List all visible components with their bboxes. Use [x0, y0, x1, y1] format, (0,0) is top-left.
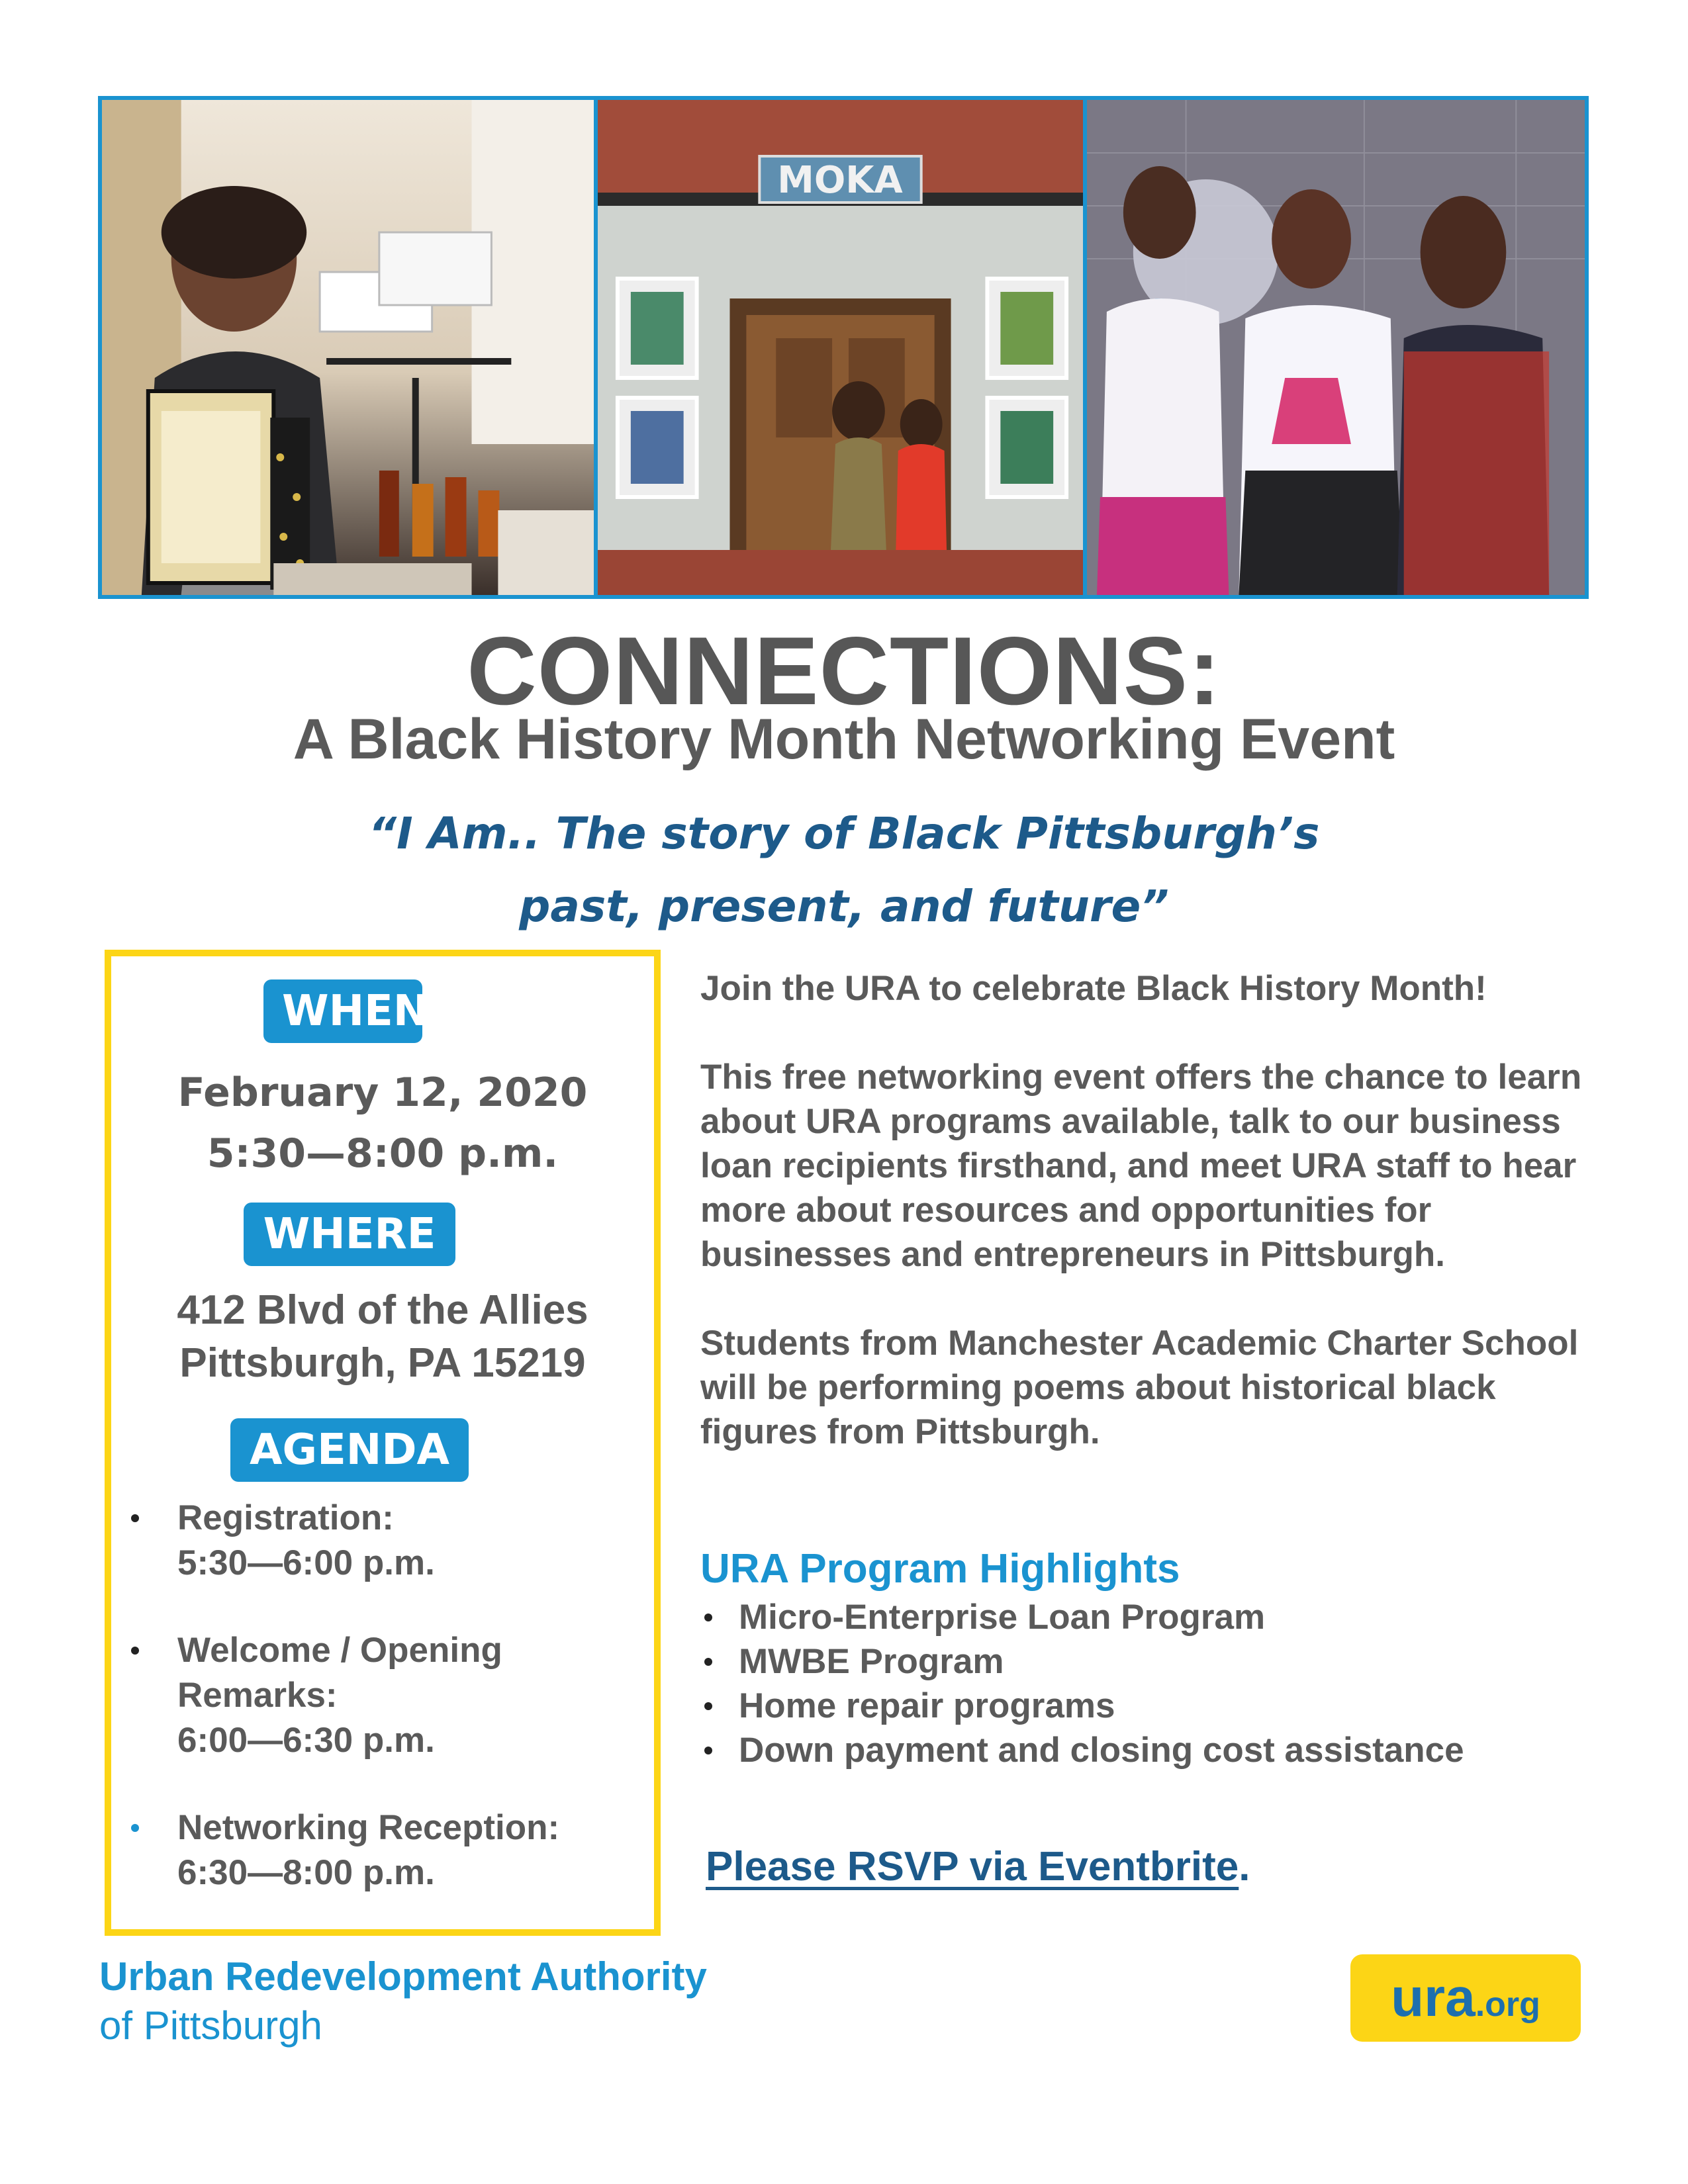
- ura-logo: [1350, 1954, 1581, 2042]
- photo-strip: [98, 96, 1589, 599]
- agenda-item-label-cont: Remarks:: [177, 1676, 338, 1715]
- event-address: [111, 1284, 654, 1390]
- event-quote: [0, 797, 1688, 943]
- highlight-item: Home repair programs: [700, 1684, 1587, 1728]
- address-line-1: 412 Blvd of the Allies: [177, 1287, 588, 1333]
- highlights-list: [700, 1595, 1587, 1772]
- event-date: February 12, 2020: [177, 1069, 588, 1116]
- agenda-item-registration: [124, 1496, 654, 1586]
- agenda-item-label: Welcome / Opening: [177, 1631, 502, 1670]
- students-paragraph: Students from Manchester Academic Charter School will be performing poems about historical black figures from Pittsburgh.: [700, 1324, 1579, 1451]
- quote-line-2: past, present, and future”: [519, 881, 1169, 932]
- photo-three-women: [1087, 100, 1585, 595]
- agenda-item-label: Registration:: [177, 1498, 394, 1537]
- logo-suffix-text: .org: [1475, 1985, 1540, 2024]
- intro-paragraph: Join the URA to celebrate Black History Month!: [700, 969, 1487, 1008]
- org-name-line-1: Urban Redevelopment Authority: [99, 1954, 707, 1999]
- event-time: 5:30—8:00 p.m.: [207, 1130, 559, 1177]
- organization-name: [99, 1952, 707, 2050]
- agenda-item-time: 6:00—6:30 p.m.: [177, 1721, 435, 1760]
- event-description: [700, 966, 1587, 1498]
- quote-line-1: “I Am.. The story of Black Pittsburgh’s: [368, 808, 1320, 859]
- rsvp-line: [706, 1843, 1250, 1890]
- logo-main-text: ura: [1391, 1968, 1476, 2028]
- highlight-item: Micro-Enterprise Loan Program: [700, 1595, 1587, 1639]
- highlights-title: URA Program Highlights: [700, 1546, 1180, 1592]
- where-badge: WHERE: [244, 1203, 455, 1266]
- agenda-item-label: Networking Reception:: [177, 1808, 560, 1847]
- vendor-illustration: [102, 100, 594, 595]
- agenda-item-networking: [124, 1805, 654, 1895]
- highlight-item: MWBE Program: [700, 1639, 1587, 1684]
- rsvp-link[interactable]: Please RSVP via Eventbrite: [706, 1844, 1239, 1889]
- event-details-box: [105, 950, 661, 1936]
- address-line-2: Pittsburgh, PA 15219: [179, 1340, 586, 1386]
- photo-vendor-table: [102, 100, 594, 595]
- details-paragraph: This free networking event offers the chance to learn about URA programs available, talk to our business loan recipients firsthand, and meet URA staff to hear more about resources and opportunities for businesses and entrepreneurs in Pittsburgh.: [700, 1058, 1582, 1274]
- event-subtitle: A Black History Month Networking Event: [293, 707, 1395, 771]
- rsvp-suffix: .: [1239, 1844, 1250, 1889]
- storefront-illustration: [598, 100, 1083, 595]
- agenda-item-time: 6:30—8:00 p.m.: [177, 1853, 435, 1892]
- highlight-item: Down payment and closing cost assistance: [700, 1728, 1587, 1772]
- event-title: CONNECTIONS:: [467, 617, 1221, 725]
- photo-storefront: [598, 100, 1083, 595]
- agenda-badge: AGENDA: [230, 1418, 469, 1482]
- org-name-line-2: of Pittsburgh: [99, 2003, 322, 2048]
- agenda-item-welcome: [124, 1628, 654, 1763]
- group-illustration: [1087, 100, 1585, 595]
- event-date-time: [111, 1062, 654, 1184]
- storefront-sign: MOKA: [777, 158, 903, 203]
- agenda-item-time: 5:30—6:00 p.m.: [177, 1543, 435, 1582]
- when-badge: WHEN: [263, 979, 422, 1043]
- agenda-list: [124, 1496, 654, 1938]
